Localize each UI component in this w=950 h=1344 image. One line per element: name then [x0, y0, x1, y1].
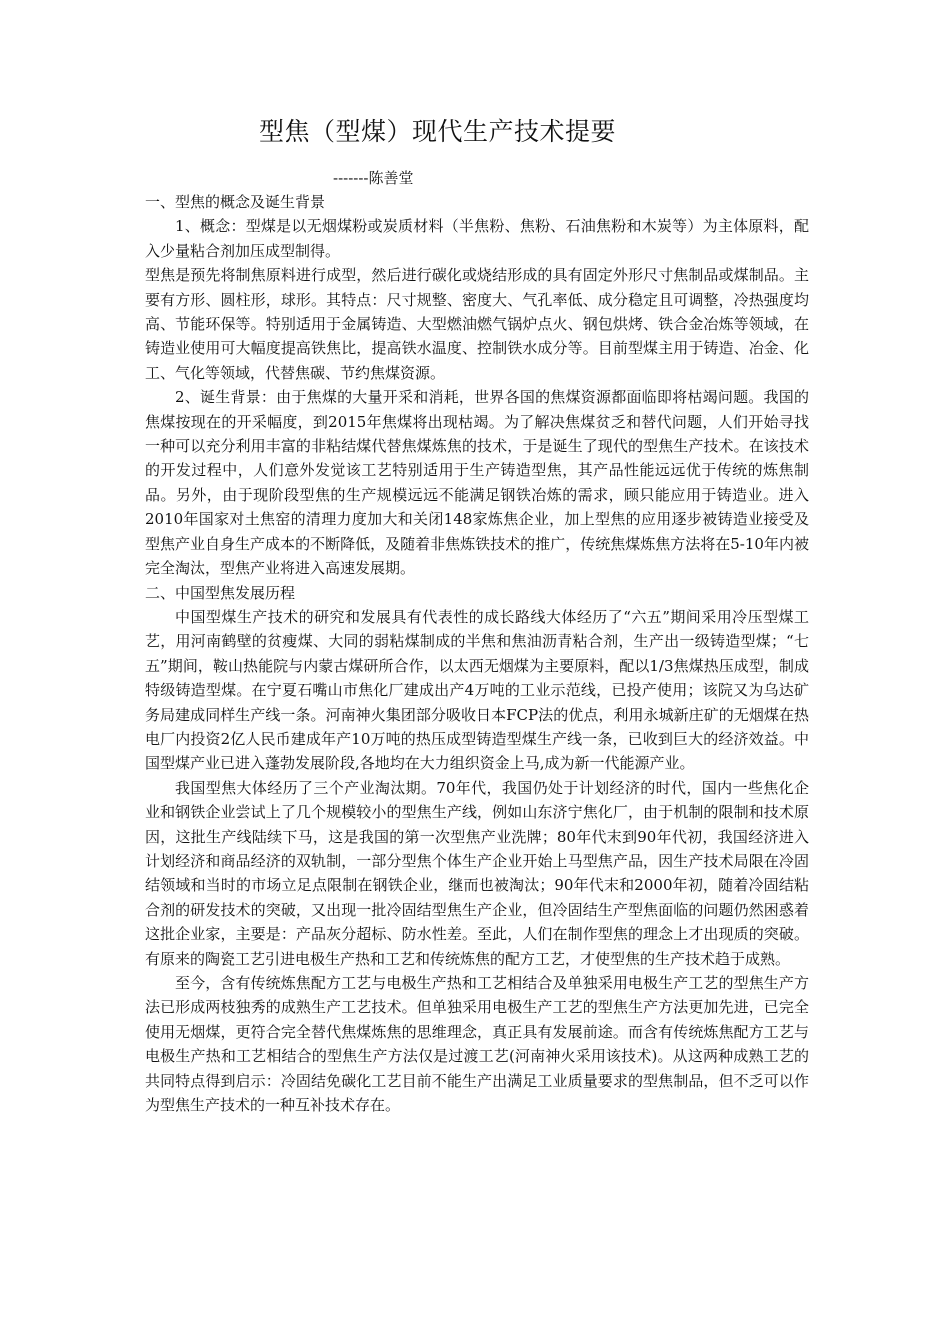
- section-heading-1: 一、型焦的概念及诞生背景: [145, 193, 326, 211]
- paragraph-concept: 1、概念：型煤是以无烟煤粉或炭质材料（半焦粉、焦粉、石油焦粉和木炭等）为主体原料，配入少量粘合剂加压成型制得。: [145, 217, 809, 260]
- author-line: -------陈善堂: [333, 169, 414, 187]
- paragraph-history-phases: 我国型焦大体经历了三个产业淘汰期。70年代，我国仍处于计划经济的时代，国内一些焦化企业和钢铁企业尝试上了几个规模较小的型焦生产线，例如山东济宁焦化厂，由于机制的限制和技术原因，这批生产线陆续下马，这是我国的第一次型焦产业洗牌；80年代末到90年代初，我国经济进入计划经济和商品经济的双轨制，一部分型焦个体生产企业开始上马型焦产品，因生产技术局限在冷固结领域和当时的市场立足点限制在钢铁企业，继而也被淘汰；90年代末和2000年初，随着冷固结粘合剂的研发技术的突破，又出现一批冷固结型焦生产企业，但冷固结生产型焦面临的问题仍然困惑着这批企业家，主要是：产品灰分超标、防水性差。至此，人们在制作型焦的理念上才出现质的突破。有原来的陶瓷工艺引进电极生产热和工艺和传统炼焦的配方工艺，才使型焦的生产技术趋于成熟。: [145, 778, 809, 968]
- document-page: [145, 112, 809, 1117]
- paragraph-current-status: 至今，含有传统炼焦配方工艺与电极生产热和工艺相结合及单独采用电极生产工艺的型焦生产方法已形成两枝独秀的成熟生产工艺技术。但单独采用电极生产工艺的型焦生产方法更加先进，已完全使用无烟煤，更符合完全替代焦煤炼焦的思维理念，真正具有发展前途。而含有传统炼焦配方工艺与电极生产热和工艺相结合的型焦生产方法仅是过渡工艺(河南神火采用该技术)。从这两种成熟工艺的共同特点得到启示：冷固结免碳化工艺目前不能生产出满足工业质量要求的型焦制品，但不乏可以作为型焦生产技术的一种互补技术存在。: [145, 974, 809, 1115]
- paragraph-definition: 型焦是预先将制焦原料进行成型，然后进行碳化或烧结形成的具有固定外形尺寸焦制品或煤制品。主要有方形、圆柱形，球形。其特点：尺寸规整、密度大、气孔率低、成分稳定且可调整，冷热强度均高、节能环保等。特别适用于金属铸造、大型燃油燃气锅炉点火、钢包烘烤、铁合金冶炼等领域，在铸造业使用可大幅度提高铁焦比，提高铁水温度、控制铁水成分等。目前型煤主用于铸造、冶金、化工、气化等领域，代替焦碳、节约焦煤资源。: [145, 266, 809, 382]
- document-title: 型焦（型煤）现代生产技术提要: [259, 117, 617, 146]
- paragraph-background: 2、诞生背景：由于焦煤的大量开采和消耗，世界各国的焦煤资源都面临即将枯竭问题。我国的焦煤按现在的开采幅度，到2015年焦煤将出现枯竭。为了解决焦煤贫乏和替代问题，人们开始寻找一种可以充分利用丰富的非粘结煤代替焦煤炼焦的技术，于是诞生了现代的型焦生产技术。在该技术的开发过程中，人们意外发觉该工艺特别适用于生产铸造型焦，其产品性能远远优于传统的炼焦制品。另外，由于现阶段型焦的生产规模远远不能满足钢铁冶炼的需求，顾只能应用于铸造业。进入2010年国家对土焦窑的清理力度加大和关闭148家炼焦企业，加上型焦的应用逐步被铸造业接受及型焦产业自身生产成本的不断降低，及随着非焦炼铁技术的推广，传统焦煤炼焦方法将在5-10年内被完全淘汰，型焦产业将进入高速发展期。: [145, 388, 809, 578]
- paragraph-history-route: 中国型煤生产技术的研究和发展具有代表性的成长路线大体经历了“六五”期间采用冷压型煤工艺，用河南鹤壁的贫瘦煤、大同的弱粘煤制成的半焦和焦油沥青粘合剂，生产出一级铸造型煤；“七五”期间，鞍山热能院与内蒙古煤研所合作，以太西无烟煤为主要原料，配以1/3焦煤热压成型，制成特级铸造型煤。在宁夏石嘴山市焦化厂建成出产4万吨的工业示范线，已投产使用；该院又为乌达矿务局建成同样生产线一条。河南神火集团部分吸收日本FCP法的优点，利用永城新庄矿的无烟煤在热电厂内投资2亿人民币建成年产10万吨的热压成型铸造型煤生产线一条，已收到巨大的经济效益。中国型煤产业已进入蓬勃发展阶段,各地均在大力组织资金上马,成为新一代能源产业。: [145, 607, 809, 773]
- section-heading-2: 二、中国型焦发展历程: [145, 583, 296, 602]
